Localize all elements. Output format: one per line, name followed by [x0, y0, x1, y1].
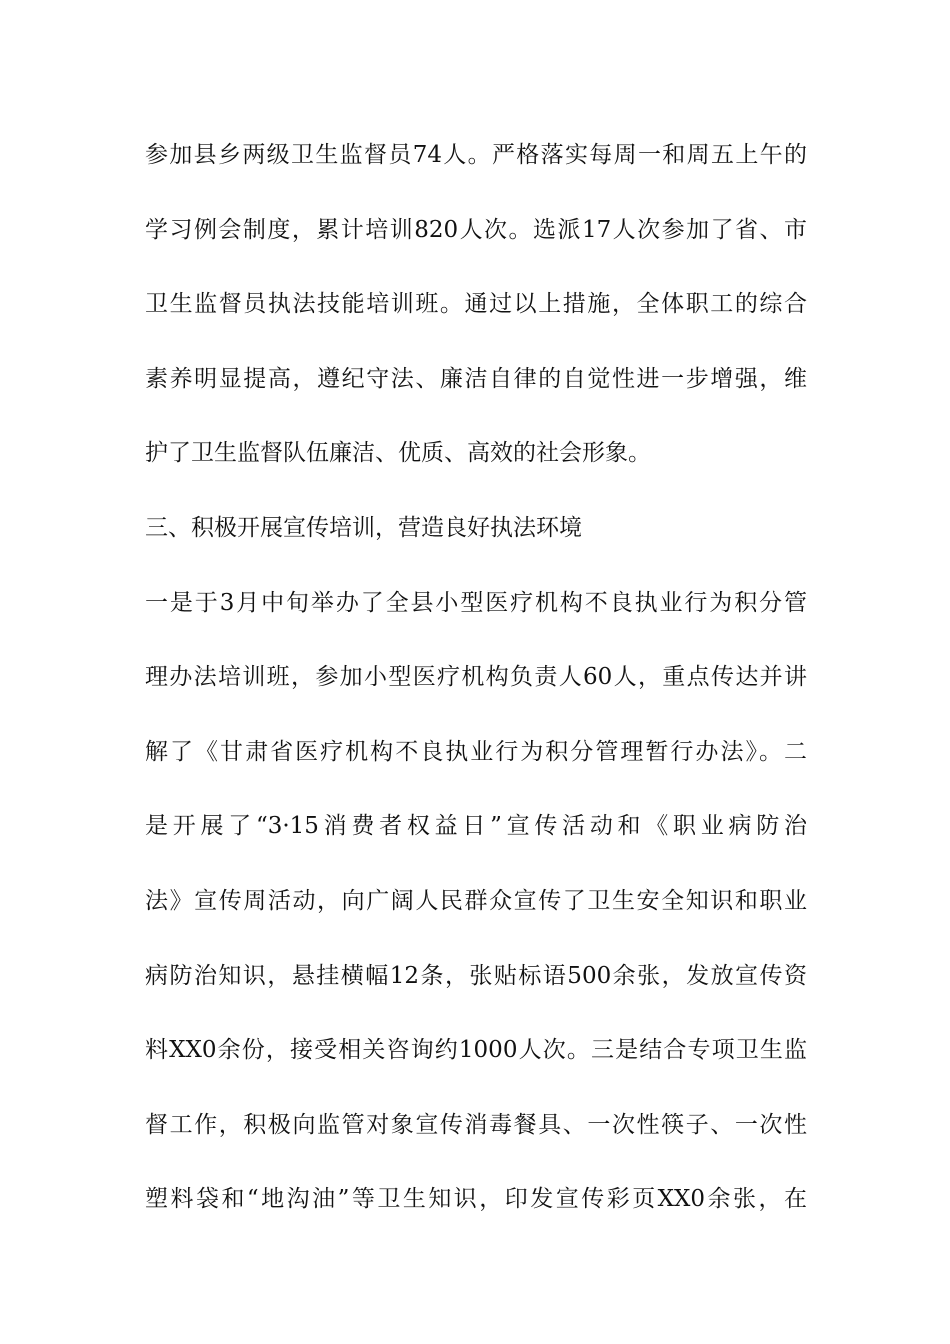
text-line: 一是于3月中旬举办了全县小型医疗机构不良执业行为积分管	[145, 589, 807, 616]
text-line: 料XX0余份，接受相关咨询约1000人次。三是结合专项卫生监	[145, 1037, 807, 1064]
text-line: 理办法培训班，参加小型医疗机构负责人60人，重点传达并讲	[145, 664, 807, 691]
text-line: 素养明显提高，遵纪守法、廉洁自律的自觉性进一步增强，维	[145, 365, 807, 392]
text-line: 塑料袋和“地沟油”等卫生知识，印发宣传彩页XX0余张，在	[145, 1186, 807, 1213]
text-line: 病防治知识，悬挂横幅12条，张贴标语500余张，发放宣传资	[145, 962, 807, 989]
text-line: 法》宣传周活动，向广阔人民群众宣传了卫生安全知识和职业	[145, 887, 807, 914]
text-line: 解了《甘肃省医疗机构不良执业行为积分管理暂行办法》。二	[145, 738, 807, 765]
text-line: 护了卫生监督队伍廉洁、优质、高效的社会形象。	[145, 440, 651, 467]
text-line: 卫生监督员执法技能培训班。通过以上措施，全体职工的综合	[145, 291, 807, 318]
text-line: 学习例会制度，累计培训820人次。选派17人次参加了省、市	[145, 216, 807, 243]
text-line: 是开展了“3·15消费者权益日”宣传活动和《职业病防治	[145, 813, 807, 840]
text-line: 参加县乡两级卫生监督员74人。严格落实每周一和周五上午的	[145, 142, 807, 168]
text-line: 督工作，积极向监管对象宣传消毒餐具、一次性筷子、一次性	[145, 1111, 807, 1138]
section-heading: 三、积极开展宣传培训，营造良好执法环境	[145, 514, 582, 541]
document-body	[145, 128, 807, 1247]
